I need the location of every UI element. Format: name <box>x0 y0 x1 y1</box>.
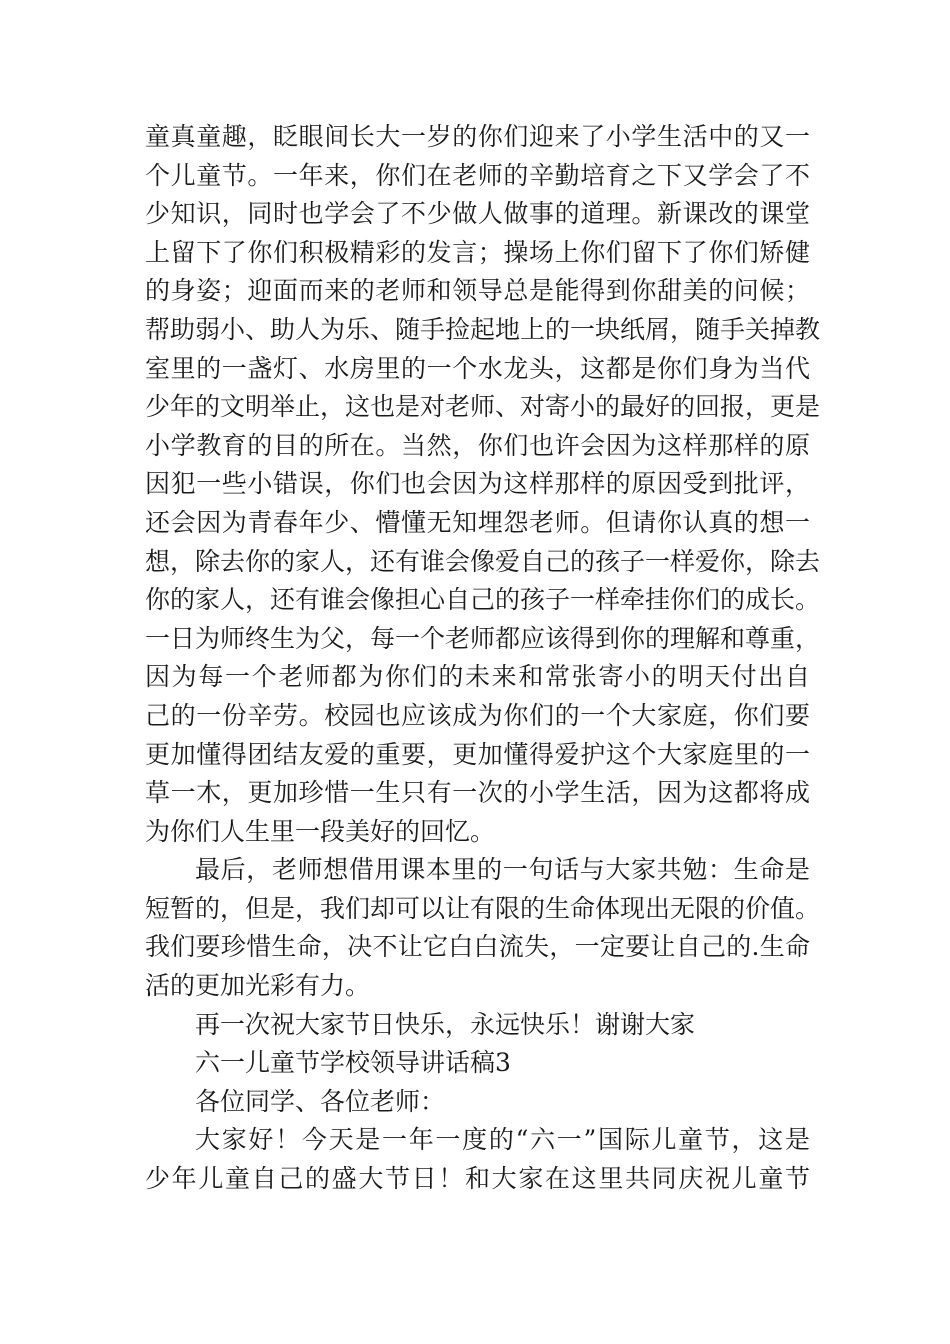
text-line: 少年的文明举止，这也是对老师、对寄小的最好的回报，更是 <box>145 392 821 422</box>
text-line: 活的更加光彩有力。 <box>145 971 371 1001</box>
text-line: 大家好！今天是一年一度的“六一”国际儿童节，这是 <box>195 1125 810 1155</box>
text-line: 个儿童节。一年来，你们在老师的辛勤培育之下又学会了不 <box>145 160 810 190</box>
text-line: 想，除去你的家人，还有谁会像爱自己的孩子一样爱你，除去 <box>145 546 821 576</box>
text-line: 草一木，更加珍惜一生只有一次的小学生活，因为这都将成 <box>145 778 810 808</box>
text-line: 小学教育的目的所在。当然，你们也许会因为这样那样的原 <box>145 430 810 460</box>
text-line: 少知识，同时也学会了不少做人做事的道理。新课改的课堂 <box>145 199 810 229</box>
text-line: 各位同学、各位老师： <box>195 1086 446 1116</box>
text-line: 童真童趣，眨眼间长大一岁的你们迎来了小学生活中的又一 <box>145 122 810 151</box>
text-line: 最后，老师想借用课本里的一句话与大家共勉：生命是 <box>195 855 810 885</box>
text-line: 一日为师终生为父，每一个老师都应该得到你的理解和尊重， <box>145 623 821 653</box>
text-line: 六一儿童节学校领导讲话稿3 <box>195 1048 511 1078</box>
text-line: 我们要珍惜生命，决不让它白白流失，一定要让自己的.生命 <box>145 932 810 962</box>
text-line: 为你们人生里一段美好的回忆。 <box>145 816 496 846</box>
text-line: 帮助弱小、助人为乐、随手捡起地上的一块纸屑，随手关掉教 <box>145 314 821 344</box>
text-line: 因犯一些小错误，你们也会因为这样那样的原因受到批评， <box>145 469 810 499</box>
text-line: 的身姿；迎面而来的老师和领导总是能得到你甜美的问候； <box>145 276 810 306</box>
text-line: 己的一份辛劳。校园也应该成为你们的一个大家庭，你们要 <box>145 700 810 730</box>
text-line: 上留下了你们积极精彩的发言；操场上你们留下了你们矫健 <box>145 237 810 267</box>
text-line: 因为每一个老师都为你们的未来和常张寄小的明天付出自 <box>145 662 810 692</box>
text-line: 你的家人，还有谁会像担心自己的孩子一样牵挂你们的成长。 <box>145 585 821 615</box>
text-line: 室里的一盏灯、水房里的一个水龙头，这都是你们身为当代 <box>145 353 810 383</box>
text-line: 还会因为青春年少、懵懂无知埋怨老师。但请你认真的想一 <box>145 507 810 537</box>
document-body <box>145 118 821 1199</box>
text-line: 再一次祝大家节日快乐，永远快乐！谢谢大家 <box>195 1009 696 1039</box>
text-line: 少年儿童自己的盛大节日！和大家在这里共同庆祝儿童节 <box>145 1164 810 1194</box>
text-line: 更加懂得团结友爱的重要，更加懂得爱护这个大家庭里的一 <box>145 739 810 769</box>
text-line: 短暂的，但是，我们却可以让有限的生命体现出无限的价值。 <box>145 893 821 923</box>
